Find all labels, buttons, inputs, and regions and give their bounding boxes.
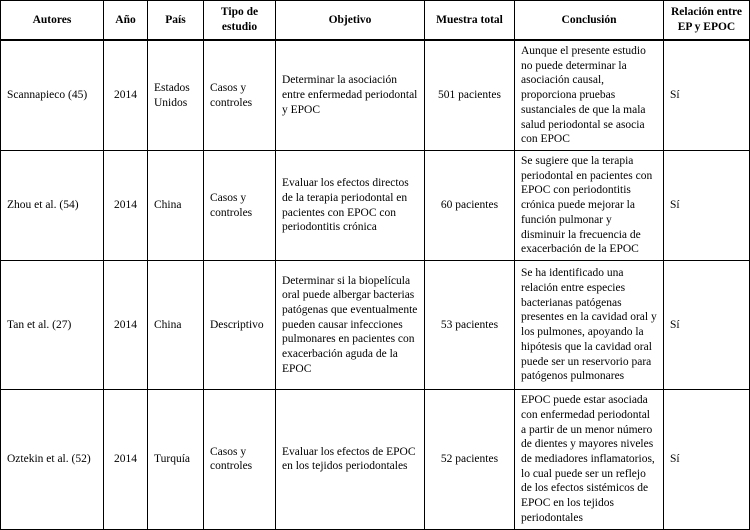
cell-ano: 2014 (104, 151, 148, 261)
table-row (1, 390, 750, 529)
table-row (1, 261, 750, 390)
cell-muestra: 60 pacientes (425, 151, 515, 261)
cell-conclusion: Se sugiere que la terapia periodontal en pacientes con EPOC con periodontitis crónica puede mejorar la función pulmonar y disminuir la frecuencia de exacerbación de la EPOC (515, 151, 664, 261)
table-row (1, 151, 750, 261)
header-objetivo: Objetivo (276, 1, 425, 41)
cell-conclusion: Aunque el presente estudio no puede determinar la asociación causal, proporciona pruebas sustanciales de que la mala salud periodontal se asocia con EPOC (515, 40, 664, 151)
cell-tipo: Descriptivo (204, 261, 276, 390)
cell-conclusion: EPOC puede estar asociada con enfermedad periodontal a partir de un menor número de dientes y mayores niveles de mediadores inflamatorios, lo cual puede ser un reflejo de los efectos sistémicos de EPOC en los tejidos periodontales (515, 390, 664, 529)
header-muestra: Muestra total (425, 1, 515, 41)
cell-muestra: 501 pacientes (425, 40, 515, 151)
header-ano: Año (104, 1, 148, 41)
cell-relacion: Sí (664, 151, 750, 261)
cell-muestra: 52 pacientes (425, 390, 515, 529)
header-autores: Autores (1, 1, 104, 41)
cell-relacion: Sí (664, 390, 750, 529)
cell-objetivo: Evaluar los efectos directos de la terapia periodontal en pacientes con EPOC con periodontitis crónica (276, 151, 425, 261)
cell-pais: China (148, 261, 204, 390)
cell-tipo: Casos y controles (204, 151, 276, 261)
cell-autores: Scannapieco (45) (1, 40, 104, 151)
cell-objetivo: Determinar la asociación entre enfermedad periodontal y EPOC (276, 40, 425, 151)
cell-ano: 2014 (104, 40, 148, 151)
cell-tipo: Casos y controles (204, 40, 276, 151)
cell-relacion: Sí (664, 261, 750, 390)
cell-objetivo: Evaluar los efectos de EPOC en los tejidos periodontales (276, 390, 425, 529)
cell-pais: Turquía (148, 390, 204, 529)
cell-pais: Estados Unidos (148, 40, 204, 151)
cell-objetivo: Determinar si la biopelícula oral puede albergar bacterias patógenas que eventualmente pueden causar infecciones pulmonares en pacientes con exacerbación aguda de la EPOC (276, 261, 425, 390)
table-header-row (1, 1, 750, 41)
cell-relacion: Sí (664, 40, 750, 151)
cell-tipo: Casos y controles (204, 390, 276, 529)
header-pais: País (148, 1, 204, 41)
cell-autores: Zhou et al. (54) (1, 151, 104, 261)
cell-ano: 2014 (104, 261, 148, 390)
table-row (1, 40, 750, 151)
cell-conclusion: Se ha identificado una relación entre especies bacterianas patógenas presentes en la cavidad oral y los pulmones, apoyando la hipótesis que la cavidad oral puede ser un reservorio para patógenos pulmonares (515, 261, 664, 390)
cell-autores: Tan et al. (27) (1, 261, 104, 390)
cell-pais: China (148, 151, 204, 261)
cell-ano: 2014 (104, 390, 148, 529)
header-tipo: Tipo de estudio (204, 1, 276, 41)
header-relacion: Relación entre EP y EPOC (664, 1, 750, 41)
cell-autores: Oztekin et al. (52) (1, 390, 104, 529)
cell-muestra: 53 pacientes (425, 261, 515, 390)
header-conclusion: Conclusión (515, 1, 664, 41)
